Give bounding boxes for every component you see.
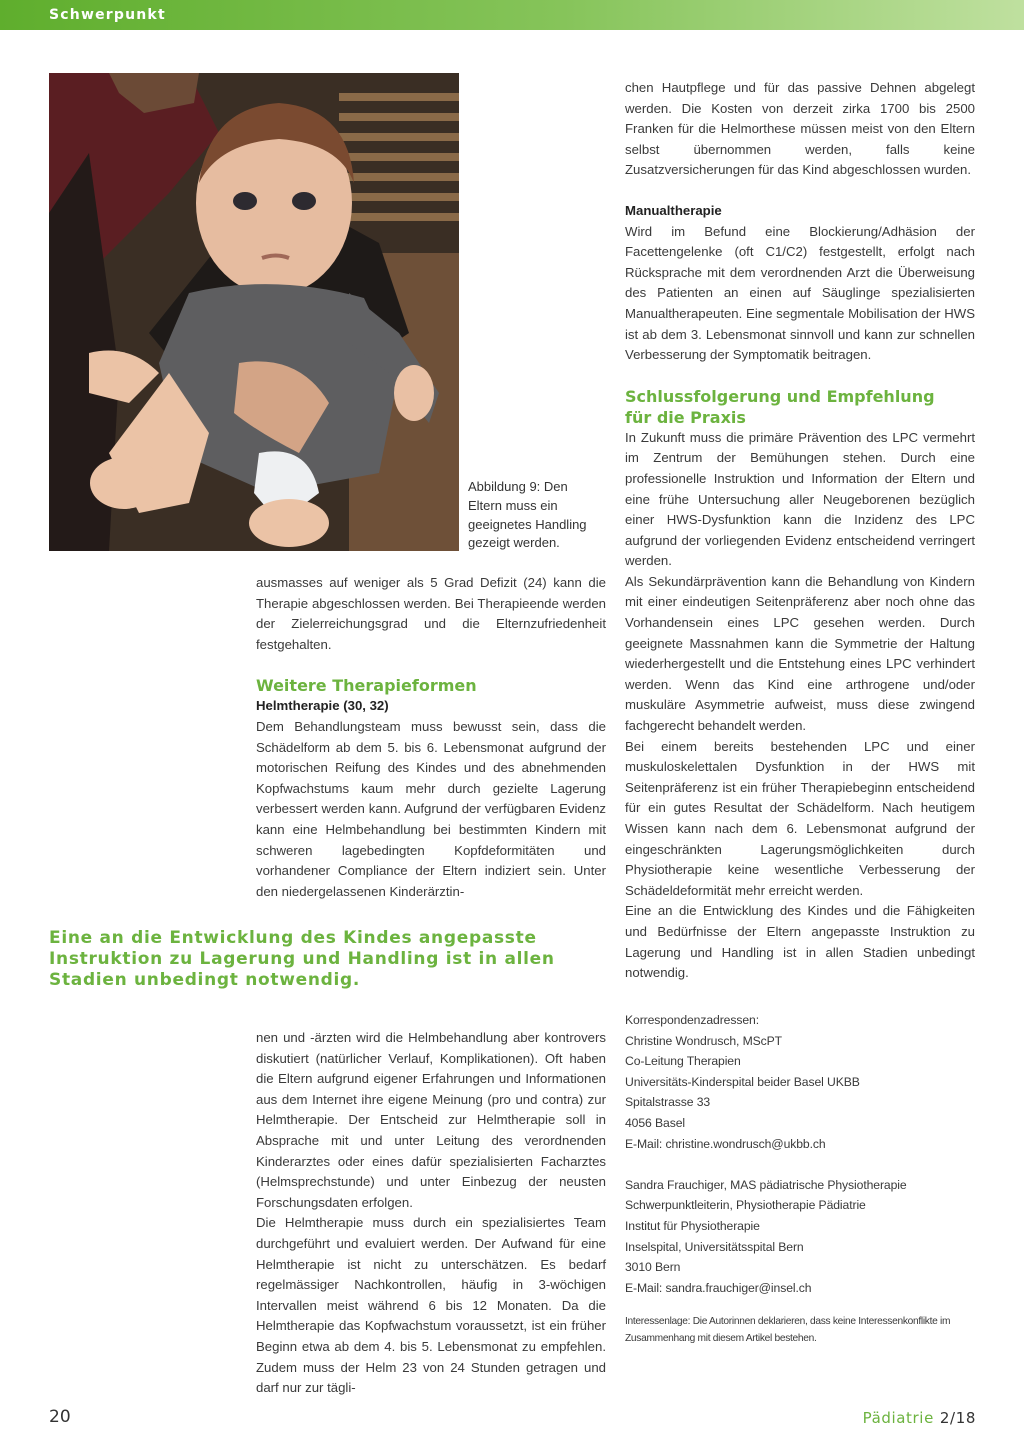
middle-column-top xyxy=(256,573,606,902)
section-heading-line: Schlussfolgerung und Empfehlung xyxy=(625,386,935,406)
contact-line: Institut für Physiotherapie xyxy=(625,1218,760,1233)
correspondence-addresses xyxy=(625,1010,985,1319)
page-number: 20 xyxy=(49,1407,71,1427)
journal-name: Pädiatrie xyxy=(862,1409,934,1427)
section-heading: Weitere Therapieformen xyxy=(256,676,477,696)
paragraph: Dem Behandlungsteam muss bewusst sein, dass die Schädelform ab dem 5. bis 6. Lebensmonat aufgrund der motorischen Reifung des Kindes und des abnehmenden Kopfwachstums kaum mehr durch gezielte Lagerung verbessert werden kann. Aufgrund der verfügbaren Evidenz kann eine Helmbehandlung bei bestimmten Kindern mit schweren lagebedingten Kopfdeformitäten und vorhandener Compliance der Eltern indiziert sein. Unter den niedergelassenen Kinderärztin- xyxy=(256,718,606,899)
baby-photo xyxy=(49,73,459,551)
contact-line: Universitäts-Kinderspital beider Basel UKBB xyxy=(625,1074,860,1089)
paragraph: Als Sekundärprävention kann die Behandlung von Kindern mit einer eindeutigen Seitenpräferenz aber noch ohne das Vorhandensein eines LPC gesehen werden. Durch geeignete Massnahmen kann die Symmetrie der Haltung wiederhergestellt und die Entstehung eines LPC verhindert werden. Wenn das Kind eine arthrogene und/oder muskuläre Asymmetrie aufweist, muss diese zwingend fachgerecht behandelt werden. xyxy=(625,573,975,734)
paragraph: ausmasses auf weniger als 5 Grad Defizit (24) kann die Therapie abgeschlossen werden. Bei Therapieende werden der Zielerreichungsgrad und die Elternzufriedenheit festgehalten. xyxy=(256,575,606,652)
subheading: Manualtherapie xyxy=(625,202,722,218)
contact-line: 4056 Basel xyxy=(625,1115,685,1130)
contact-line: Inselspital, Universitätsspital Bern xyxy=(625,1239,804,1254)
paragraph: nen und -ärzten wird die Helmbehandlung aber kontrovers diskutiert (natürlicher Verlauf, Komplikationen). Oft haben die Eltern aufgrund eigener Erfahrungen und Informationen aus dem Internet ihre eigene Meinung (pro und contra) zur Helmtherapie. Der Entscheid zur Helmtherapie soll in Absprache mit und unter Leitung des verordnenden Kinderarztes oder eines dafür spezialisierten Facharztes (Helmsprechstunde) und unter Einbezug der neusten Forschungsdaten erfolgen. xyxy=(256,1030,606,1210)
issue-number: 2/18 xyxy=(939,1409,976,1427)
figure-caption: Abbildung 9: Den Eltern muss ein geeignetes Handling gezeigt werden. xyxy=(468,479,587,551)
contact-line: 3010 Bern xyxy=(625,1260,681,1275)
conflict-of-interest-note: Interessenlage: Die Autorinnen deklarieren, dass keine Interessenkonflikte im Zusammenhang mit diesem Artikel bestehen. xyxy=(625,1316,951,1344)
section-heading-line: für die Praxis xyxy=(625,407,746,427)
section-heading xyxy=(625,386,975,428)
contact-line: Spitalstrasse 33 xyxy=(625,1095,711,1110)
paragraph: Eine an die Entwicklung des Kindes und die Fähigkeiten und Bedürfnisse der Eltern angepasste Instruktion zu Lagerung und Handling ist in allen Stadien unbedingt notwendig. xyxy=(625,903,975,981)
contact-person-2 xyxy=(625,1175,985,1299)
section-header-bar xyxy=(0,0,1024,30)
email-link[interactable]: E-Mail: sandra.frauchiger@insel.ch xyxy=(625,1280,812,1295)
subheading: Helmtherapie (30, 32) xyxy=(256,698,389,714)
right-column xyxy=(625,78,975,984)
paragraph: chen Hautpflege und für das passive Dehnen abgelegt werden. Die Kosten von derzeit zirka 1700 bis 2500 Franken für die Helmorthese müssen meist von den Eltern selbst übernommen werden, falls keine Zusatzversicherungen für das Kind abgeschlossen wurden. xyxy=(625,80,975,178)
contact-line: Co-Leitung Therapien xyxy=(625,1054,741,1069)
journal-footer xyxy=(863,1409,976,1427)
paragraph: Wird im Befund eine Blockierung/Adhäsion der Facettengelenke (oft C1/C2) festgestellt, erfolgt nach Rücksprache mit dem verordnenden Arzt die Überweisung des Patienten an einen auf Säuglinge spezialisierten Manualtherapeuten. Eine segmentale Mobilisation der HWS ist ab dem 3. Lebensmonat sinnvoll und kann zur schnellen Verbesserung der Symptomatik beitragen. xyxy=(625,223,975,363)
section-label: Schwerpunkt xyxy=(49,7,166,23)
contact-line: Sandra Frauchiger, MAS pädiatrische Physiotherapie xyxy=(625,1177,907,1192)
contact-title: Korrespondenzadressen: xyxy=(625,1013,759,1027)
email-link[interactable]: E-Mail: christine.wondrusch@ukbb.ch xyxy=(625,1136,826,1151)
middle-column-bottom xyxy=(256,1028,606,1399)
paragraph: Die Helmtherapie muss durch ein spezialisiertes Team durchgeführt und evaluiert werden. Der Aufwand für eine Helmtherapie ist nicht zu unterschätzen. Es bedarf regelmässiger Nachkontrollen, häufig in 3-wöchigen Intervallen meist während 6 bis 12 Monaten. Da die Helmtherapie das Kopfwachstum voraussetzt, ist ein früher Beginn etwa ab dem 4. bis 5. Lebensmonat zu empfehlen. Zudem muss der Helm 23 von 24 Stunden getragen und darf nur zur tägli- xyxy=(256,1215,606,1396)
paragraph: In Zukunft muss die primäre Prävention des LPC vermehrt im Zentrum der Bemühungen stehen. Durch eine professionelle Instruktion und Information der Eltern und eine frühe Untersuchung aller Neugeborenen bezüglich einer HWS-Dysfunktion kann die Inzidenz des LPC aufgrund der vorliegenden Evidenz entscheidend verringert werden. xyxy=(625,429,975,569)
contact-person-1 xyxy=(625,1031,985,1155)
contact-line: Schwerpunktleiterin, Physiotherapie Pädiatrie xyxy=(625,1198,866,1213)
paragraph: Bei einem bereits bestehenden LPC und einer muskuloskelettalen Dysfunktion in der HWS mit Seitenpräferenz ist ein früher Therapiebeginn entscheidend für ein gutes Resultat der Schädelform. Nach heutigem Wissen kann nach dem 6. Lebensmonat aufgrund der eingeschränkten Lagerungsmöglichkeiten durch Physiotherapie keine wesentliche Verbesserung der Schädeldeformität mehr erreicht werden. xyxy=(625,738,975,898)
contact-line: Christine Wondrusch, MScPT xyxy=(625,1033,783,1048)
pull-quote: Eine an die Entwicklung des Kindes angepasste Instruktion zu Lagerung und Handling ist in allen Stadien unbedingt notwendig. xyxy=(49,928,555,990)
